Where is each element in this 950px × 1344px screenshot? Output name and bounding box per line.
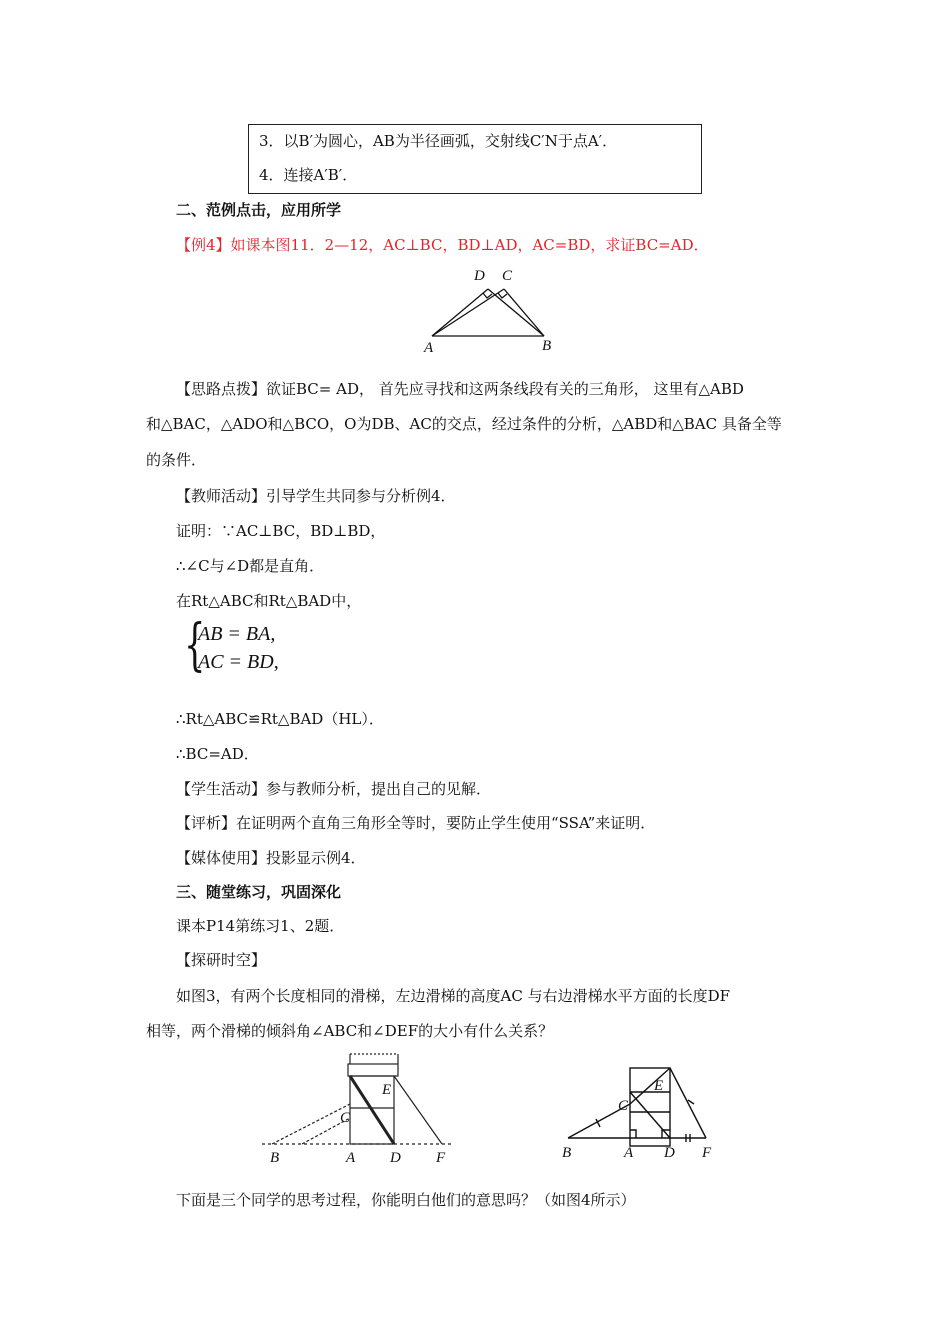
right-angle-c bbox=[498, 293, 507, 298]
label-b: B bbox=[542, 338, 552, 354]
slide-right-edge bbox=[394, 1076, 442, 1144]
question-line-2: 相等，两个滑梯的倾斜角∠ABC和∠DEF的大小有什么关系？ bbox=[146, 1022, 554, 1040]
step-3: 3．以B′为圆心，AB为半径画弧，交射线C′N于点A′． bbox=[259, 132, 618, 150]
bottom-line: 下面是三个同学的思考过程，你能明白他们的意思吗？（如图4所示） bbox=[176, 1191, 636, 1209]
proof-line-1: 证明：∵AC⊥BC，BD⊥BD， bbox=[176, 522, 386, 540]
segment-cb bbox=[504, 289, 544, 336]
steps-box bbox=[248, 124, 702, 194]
label-f-left: F bbox=[436, 1150, 446, 1166]
label-c-right: C bbox=[618, 1098, 629, 1114]
label-d-left: D bbox=[390, 1150, 401, 1166]
proof-line-2: ∴∠C与∠D都是直角． bbox=[176, 557, 325, 575]
media-use: 【媒体使用】投影显示例4． bbox=[176, 849, 366, 867]
label-a-left: A bbox=[346, 1150, 356, 1166]
thinking-line-1: 【思路点拨】欲证BC= AD， 首先应寻找和这两条线段有关的三角形， 这里有△ABD bbox=[176, 380, 744, 398]
equation-2: AC = BD, bbox=[198, 651, 279, 673]
label-c: C bbox=[502, 268, 513, 284]
proof-line-4: ∴Rt△ABC≌Rt△BAD（HL）． bbox=[176, 710, 384, 728]
segment-ac bbox=[432, 289, 504, 336]
section-2-heading: 二、范例点击，应用所学 bbox=[176, 201, 342, 219]
example-4: 【例4】如课本图11．2—12，AC⊥BC，BD⊥AD，AC=BD，求证BC=AD． bbox=[176, 236, 709, 254]
label-d: D bbox=[474, 268, 485, 284]
question-line-1: 如图3，有两个长度相同的滑梯，左边滑梯的高度AC 与右边滑梯水平方面的长度DF bbox=[176, 987, 731, 1005]
figure-3-left bbox=[262, 1050, 462, 1170]
proof-line-5: ∴BC=AD． bbox=[176, 745, 259, 763]
label-e-right: E bbox=[654, 1078, 664, 1094]
practice: 课本P14第练习1、2题． bbox=[176, 917, 345, 935]
segment-ad bbox=[432, 289, 488, 336]
figure-example-4 bbox=[420, 262, 560, 357]
student-activity: 【学生活动】参与教师分析，提出自己的见解． bbox=[176, 780, 492, 798]
equation-1: AB = BA, bbox=[198, 623, 276, 645]
section-3-heading: 三、随堂练习，巩固深化 bbox=[176, 883, 342, 901]
label-f-right: F bbox=[702, 1145, 712, 1161]
proof-line-3: 在Rt△ABC和Rt△BAD中， bbox=[176, 592, 362, 610]
label-b-left: B bbox=[270, 1150, 280, 1166]
label-b-right: B bbox=[562, 1145, 572, 1161]
segment-ef bbox=[670, 1068, 706, 1138]
thinking-line-3: 的条件． bbox=[146, 451, 207, 469]
tower-platform bbox=[348, 1064, 398, 1076]
right-angle-a bbox=[630, 1130, 636, 1138]
label-c-left: C bbox=[340, 1110, 351, 1126]
explore-heading: 【探研时空】 bbox=[176, 951, 267, 969]
teacher-activity: 【教师活动】引导学生共同参与分析例4． bbox=[176, 487, 456, 505]
label-e-left: E bbox=[382, 1082, 392, 1098]
step-4: 4．连接A′B′． bbox=[259, 166, 358, 184]
curly-brace: { bbox=[184, 613, 206, 678]
thinking-line-2: 和△BAC，△ADO和△BCO，O为DB、AC的交点，经过条件的分析，△ABD和△BAC 具备全等 bbox=[146, 415, 782, 433]
label-d-right: D bbox=[664, 1145, 675, 1161]
label-a-right: A bbox=[624, 1145, 634, 1161]
figure-3-right bbox=[556, 1060, 726, 1170]
label-a: A bbox=[424, 340, 434, 356]
comment: 【评析】在证明两个直角三角形全等时，要防止学生使用“SSA”来证明． bbox=[176, 814, 656, 832]
equation-system bbox=[184, 613, 324, 680]
segment-db bbox=[488, 289, 544, 336]
